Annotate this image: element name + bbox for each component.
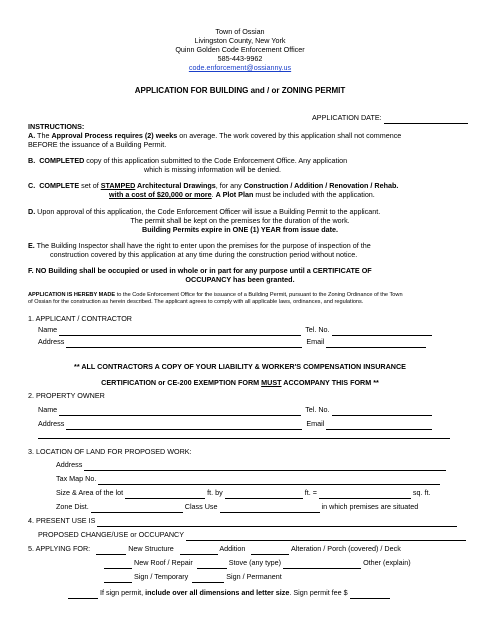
- application-date-field[interactable]: [384, 115, 468, 124]
- instruction-d: [28, 207, 380, 216]
- application-date-label: APPLICATION DATE:: [312, 113, 382, 122]
- applicant-tel-field[interactable]: [332, 327, 432, 336]
- instruction-c-bold1: COMPLETE: [39, 181, 80, 190]
- instruction-e-line1: The Building Inspector shall have the right to enter upon the premises for the purpose of inspection of the: [34, 241, 371, 250]
- section-owner-heading: 2. PROPERTY OWNER: [28, 391, 105, 400]
- owner-extra-line[interactable]: [38, 438, 450, 439]
- application-notice-line1: to the Code Enforcement Office for the issuance of a Building Permit, pursuant to the Zoning Ordinance of the Town: [115, 292, 403, 298]
- applicant-address-row: [38, 337, 426, 348]
- proposed-use-label: PROPOSED CHANGE/USE or OCCUPANCY: [38, 530, 184, 539]
- sign-temporary-check[interactable]: [104, 574, 132, 583]
- owner-email-label: Email: [306, 419, 325, 428]
- sign-temporary-label: Sign / Temporary: [134, 572, 189, 581]
- lot-width-field[interactable]: [225, 490, 303, 499]
- email-link[interactable]: code.enforcement@ossianny.us: [188, 63, 292, 72]
- instruction-c-t2: , for any: [215, 181, 244, 190]
- sign-note-pre: If sign permit,: [100, 588, 146, 597]
- applying-for-row3: [104, 572, 282, 583]
- town-name: Town of Ossian: [215, 27, 265, 36]
- instruction-c: [28, 181, 398, 190]
- sign-permit-fee-field[interactable]: [350, 590, 390, 599]
- owner-email-field[interactable]: [326, 421, 432, 430]
- phone-number: 585-443-9962: [217, 54, 263, 63]
- owner-name-row: [38, 405, 432, 416]
- applicant-address-field[interactable]: [66, 339, 302, 348]
- contractor-notice-line2: [0, 378, 480, 387]
- sign-note-post: . Sign permit fee $: [289, 588, 348, 597]
- application-notice-line2: of Ossian for the construction as herein described. The applicant agrees to comply with all applicable laws, ordinances, and regulations.: [28, 299, 364, 305]
- applying-for-row1: [28, 544, 401, 555]
- lot-ft-eq-label: ft. =: [304, 488, 317, 497]
- applicant-address-label: Address: [38, 337, 65, 346]
- instruction-a-line2: BEFORE the issuance of a Building Permit.: [28, 140, 167, 149]
- instruction-c-cost: with a cost of $20,000 or more: [109, 190, 212, 199]
- new-structure-check[interactable]: [96, 546, 126, 555]
- instruction-b-line2: which is missing information will be denied.: [144, 165, 282, 174]
- instruction-b-bold: COMPLETED: [39, 156, 85, 165]
- form-title: APPLICATION FOR BUILDING and / or ZONING PERMIT: [134, 86, 346, 95]
- instruction-f: [28, 266, 372, 275]
- sign-permit-check[interactable]: [68, 590, 98, 599]
- addition-label: Addition: [219, 544, 246, 553]
- applicant-email-label: Email: [306, 337, 325, 346]
- instruction-e-letter: E.: [28, 241, 35, 250]
- location-address-field[interactable]: [84, 462, 446, 471]
- new-roof-check[interactable]: [104, 560, 132, 569]
- instruction-c-plot: A Plot Plan: [215, 190, 254, 199]
- location-address-row: [56, 460, 446, 471]
- applicant-name-label: Name: [38, 325, 58, 334]
- instruction-d-line2: The permit shall be kept on the premises for the duration of the work.: [130, 216, 350, 225]
- owner-name-label: Name: [38, 405, 58, 414]
- zone-dist-field[interactable]: [91, 504, 183, 513]
- owner-tel-label: Tel. No.: [305, 405, 330, 414]
- instruction-a-bold: Approval Process requires (2) weeks: [51, 131, 178, 140]
- stove-check[interactable]: [197, 560, 227, 569]
- instruction-a-letter: A.: [28, 131, 36, 140]
- new-structure-label: New Structure: [128, 544, 174, 553]
- applying-for-label: 5. APPLYING FOR:: [28, 544, 91, 553]
- applying-for-row2: [104, 558, 411, 569]
- class-use-label: Class Use: [184, 502, 218, 511]
- instruction-f-letter: F.: [28, 266, 34, 275]
- instruction-c-bold2: Architectural Drawings: [135, 181, 216, 190]
- other-field[interactable]: [283, 560, 361, 569]
- instruction-a-pre: The: [35, 131, 52, 140]
- application-date-row: [312, 113, 468, 124]
- contractor-notice-must: MUST: [261, 378, 282, 387]
- applicant-tel-label: Tel. No.: [305, 325, 330, 334]
- instruction-e: [28, 241, 371, 250]
- instruction-c-post: must be included with the application.: [253, 190, 375, 199]
- zone-row: [56, 502, 418, 513]
- present-use-label: 4. PRESENT USE IS: [28, 516, 96, 525]
- instruction-b-letter: B.: [28, 156, 36, 165]
- instruction-d-line3: Building Permits expire in ONE (1) YEAR from issue date.: [142, 225, 338, 234]
- lot-area-field[interactable]: [319, 490, 411, 499]
- sign-permanent-label: Sign / Permanent: [226, 572, 282, 581]
- instruction-a: [28, 131, 401, 140]
- section-location-heading: 3. LOCATION OF LAND FOR PROPOSED WORK:: [28, 447, 192, 456]
- application-notice-bold: APPLICATION IS HEREBY MADE: [28, 292, 116, 298]
- location-address-label: Address: [56, 460, 83, 469]
- proposed-use-row: [38, 530, 466, 541]
- contractor-notice-pre: CERTIFICATION or CE-200 EXEMPTION FORM: [101, 378, 262, 387]
- county-name: Livingston County, New York: [194, 36, 286, 45]
- tax-map-label: Tax Map No.: [56, 474, 97, 483]
- instruction-b-post: copy of this application submitted to the Code Enforcement Office. Any application: [84, 156, 348, 165]
- instruction-a-post: on average. The work covered by this application shall not commence: [177, 131, 402, 140]
- stove-label: Stove (any type): [228, 558, 282, 567]
- sign-permit-row: [68, 588, 390, 599]
- instruction-c-line2: [109, 190, 375, 199]
- contractor-notice-post: ACCOMPANY THIS FORM **: [281, 378, 379, 387]
- alteration-check[interactable]: [251, 546, 289, 555]
- owner-tel-field[interactable]: [332, 407, 432, 416]
- lot-size-label: Size & Area of the lot: [56, 488, 124, 497]
- situated-label: in which premises are situated: [321, 502, 419, 511]
- sign-permanent-check[interactable]: [192, 574, 224, 583]
- instruction-d-line1: Upon approval of this application, the Code Enforcement Officer will issue a Building Permit to the applicant.: [35, 207, 381, 216]
- instruction-c-t1: set of: [79, 181, 101, 190]
- instruction-d-letter: D.: [28, 207, 36, 216]
- owner-address-row: [38, 419, 432, 430]
- addition-check[interactable]: [180, 546, 218, 555]
- instructions-heading: INSTRUCTIONS:: [28, 122, 85, 131]
- application-notice: [28, 292, 403, 299]
- tax-map-field[interactable]: [98, 476, 440, 485]
- lot-sqft-label: sq. ft.: [412, 488, 431, 497]
- proposed-use-field[interactable]: [186, 532, 466, 541]
- instruction-c-stamped: STAMPED: [100, 181, 136, 190]
- present-use-row: [28, 516, 457, 527]
- contractor-notice-line1: ** ALL CONTRACTORS A COPY OF YOUR LIABILITY & WORKER'S COMPENSATION INSURANCE: [74, 362, 406, 371]
- instruction-c-mid: .: [211, 190, 216, 199]
- sign-note-bold: include over all dimensions and letter size: [145, 588, 290, 597]
- owner-name-field[interactable]: [59, 407, 301, 416]
- instruction-b: [28, 156, 347, 165]
- class-use-field[interactable]: [220, 504, 320, 513]
- instruction-f-line2: OCCUPANCY has been granted.: [185, 275, 295, 284]
- present-use-field[interactable]: [97, 518, 457, 527]
- new-roof-label: New Roof / Repair: [134, 558, 193, 567]
- alteration-label: Alteration / Porch (covered) / Deck: [290, 544, 401, 553]
- zone-dist-label: Zone Dist.: [56, 502, 89, 511]
- instruction-c-letter: C.: [28, 181, 36, 190]
- lot-ft-by-label: ft. by: [207, 488, 223, 497]
- applicant-name-row: [38, 325, 432, 336]
- section-applicant-heading: 1. APPLICANT / CONTRACTOR: [28, 314, 132, 323]
- applicant-name-field[interactable]: [59, 327, 301, 336]
- instruction-c-bold3: Construction / Addition / Renovation / Rehab.: [243, 181, 399, 190]
- owner-address-label: Address: [38, 419, 65, 428]
- other-label: Other (explain): [363, 558, 411, 567]
- instruction-e-line2: construction covered by this application at any time during the construction period without notice.: [50, 250, 358, 259]
- email-row: [0, 63, 480, 72]
- tax-map-row: [56, 474, 440, 485]
- owner-address-field[interactable]: [66, 421, 302, 430]
- instruction-f-line1: NO Building shall be occupied or used in whole or in part for any purpose until a CERTIFICATE OF: [33, 266, 372, 275]
- applicant-email-field[interactable]: [326, 339, 426, 348]
- officer-name: Quinn Golden Code Enforcement Officer: [175, 45, 305, 54]
- lot-size-row: [56, 488, 430, 499]
- lot-length-field[interactable]: [125, 490, 205, 499]
